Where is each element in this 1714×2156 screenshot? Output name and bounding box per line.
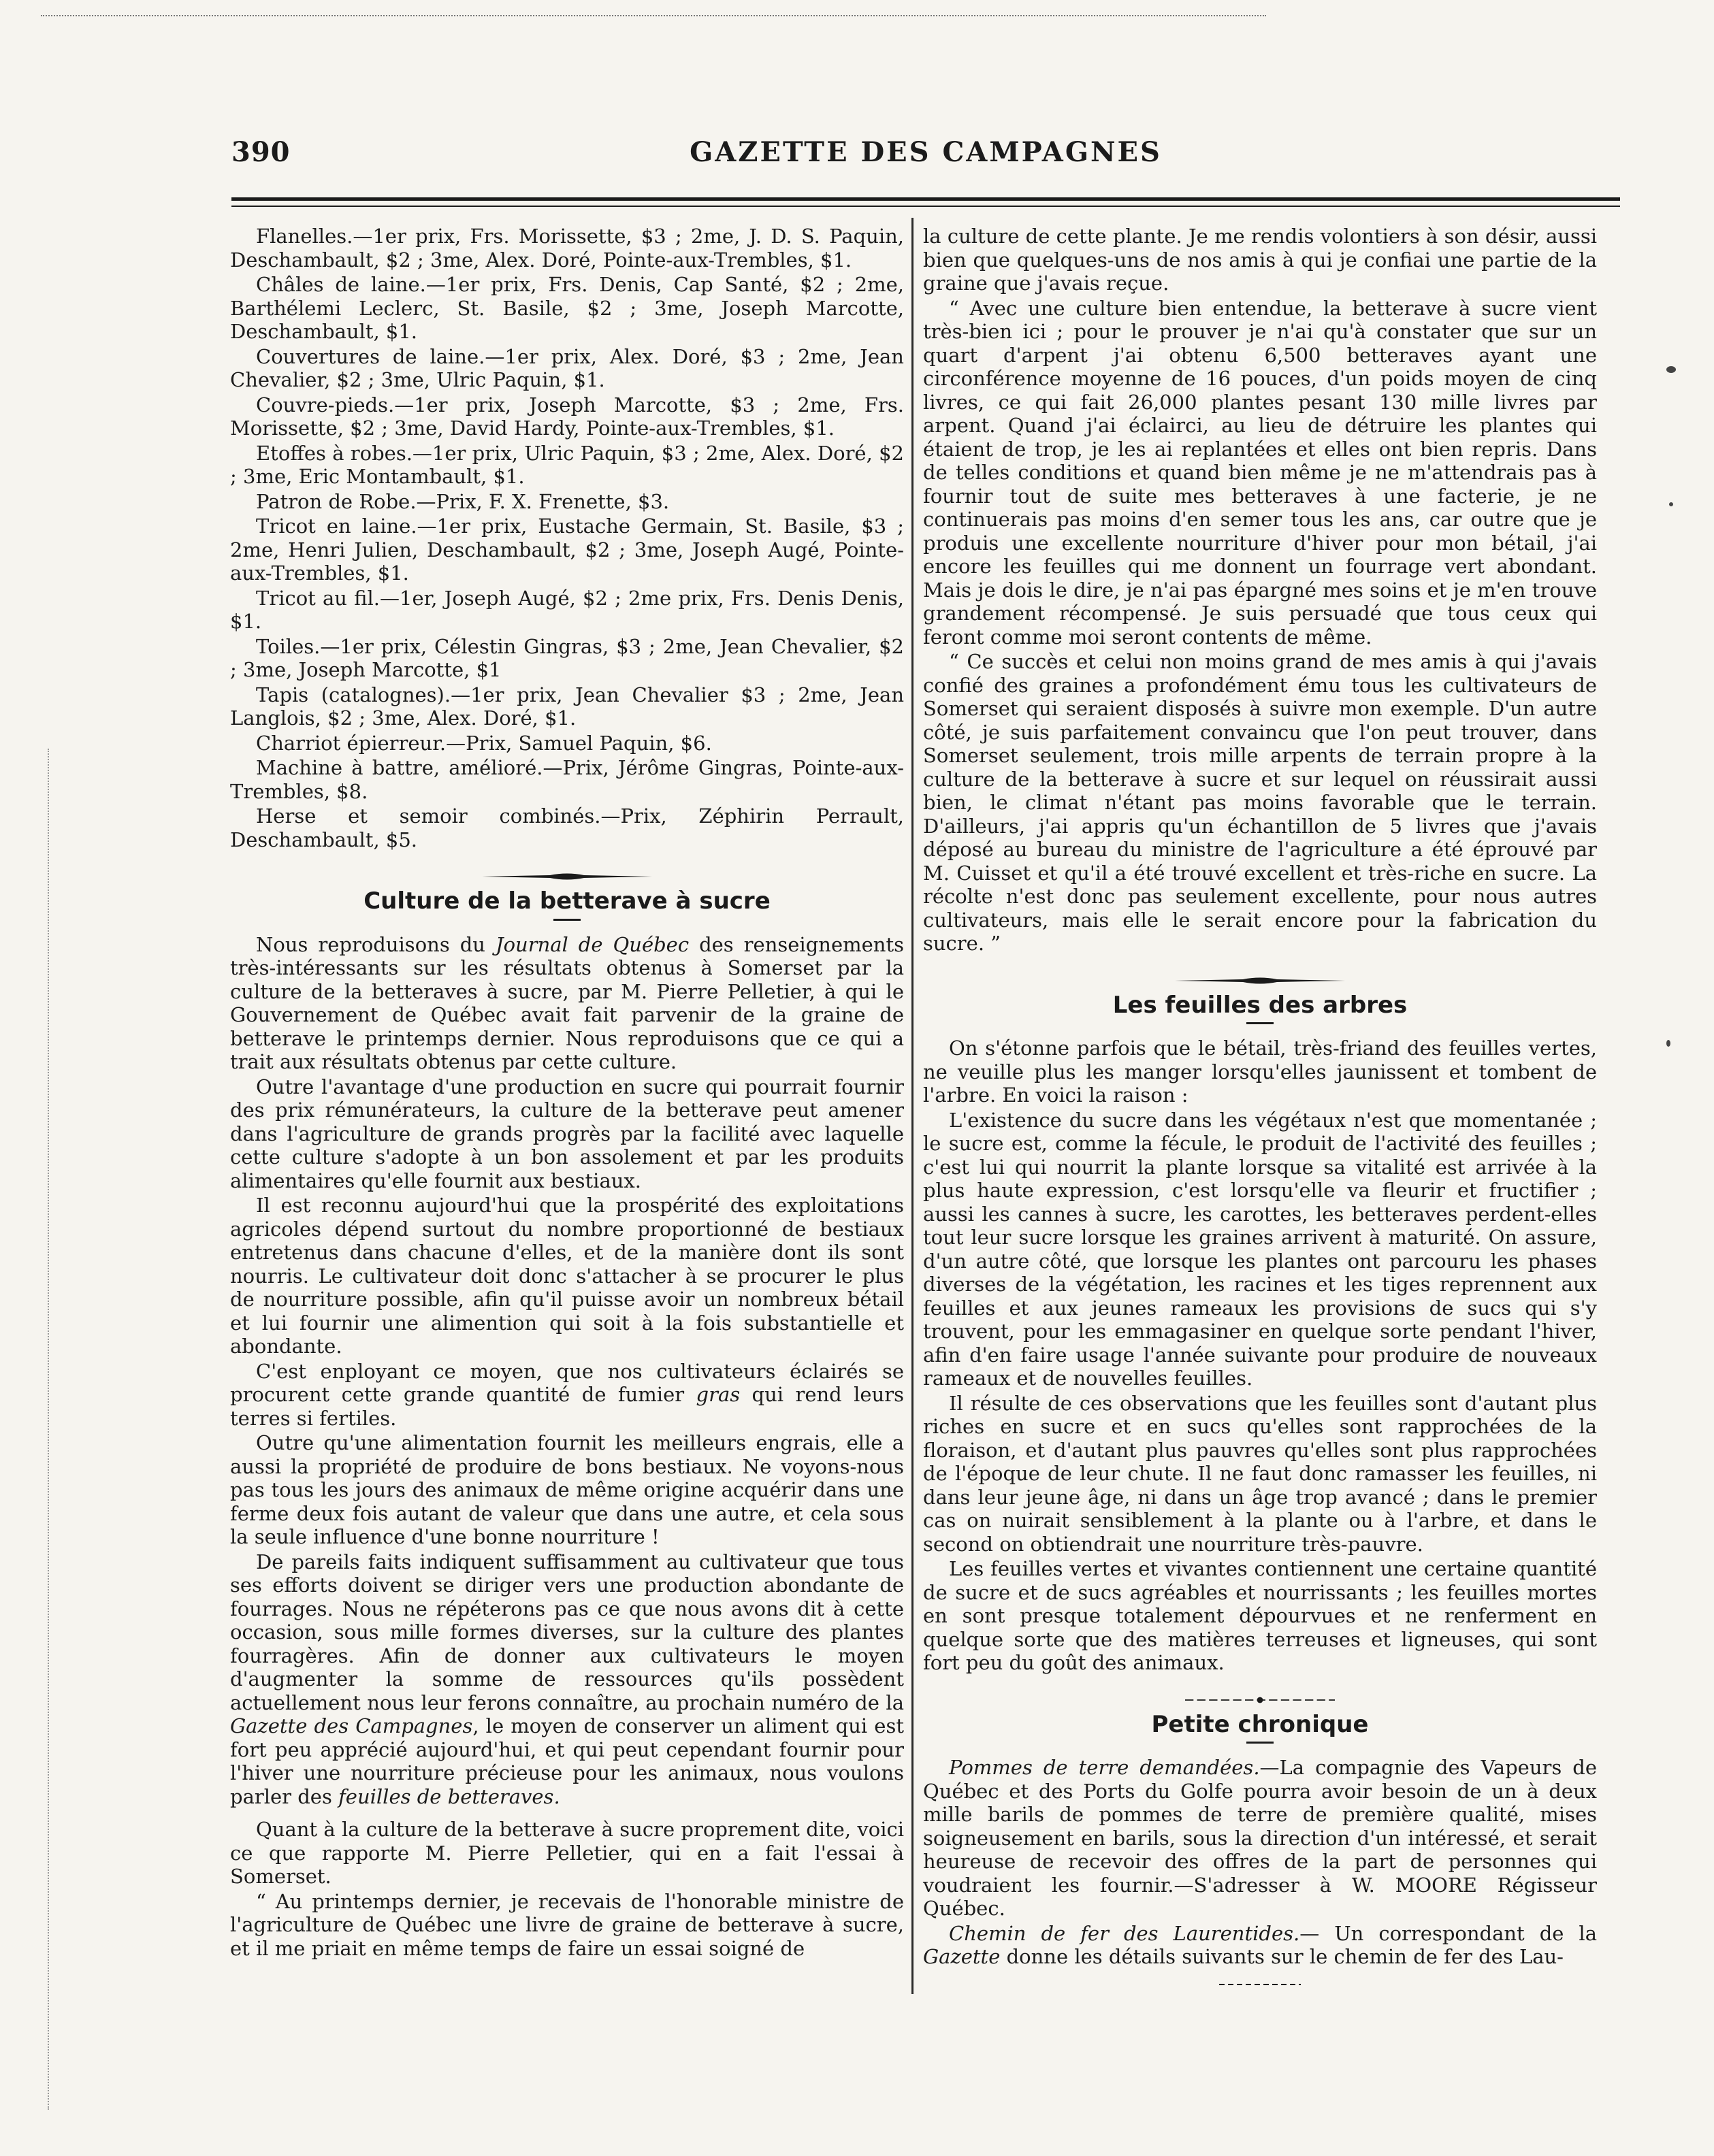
prize-entry: Herse et semoir combinés.—Prix, Zéphirin Perrault, Deschambault, $5.: [230, 804, 904, 851]
article-paragraph: “ Ce succès et celui non moins grand de mes amis à qui j'avais confié des graines a profondément ému tous les cultivateurs de Somerset qui seraient disposés à suivre mon exemple. D'un autre côté, je suis parfaitement convaincu que l'on peut trouver, dans Somerset seulement, trois mille arpents de terrain propre à la culture de la betterave à sucre et sur lequel on réussirait aussi bien, le climat n'étant pas moins favorable que le terrain. D'ailleurs, j'ai appris qu'un échantillon de 5 livres que j'avais déposé au bureau du ministre de l'agriculture a été éprouvé par M. Cuisset et qu'il a été trouvé excellent et très-riche en sucre. La récolte n'est donc pas seulement excellente, pour nous autres cultivateurs, mais elle le serait encore pour la fabrication du sucre. ”: [923, 650, 1597, 955]
prize-entry: Toiles.—1er prix, Célestin Gingras, $3 ; 2me, Jean Chevalier, $2 ; 3me, Joseph Marcotte, $1: [230, 634, 904, 681]
chronicle-item: Pommes de terre demandées.—La compagnie des Vapeurs de Québec et des Ports du Golfe pourra avoir besoin de un à deux mille barils de pommes de terre de première qualité, mises soigneusement en barils, sous la direction d'un intéressé, et serait heureuse de recevoir des offres de la part de personnes qui voudraient les fournir.—S'adresser à W. MOORE Régisseur Québec.: [923, 1756, 1597, 1920]
title-dash: [553, 919, 581, 921]
article-paragraph: Il résulte de ces observations que les feuilles sont d'autant plus riches en sucre et en sucs qu'elles sont rapprochées de la floraison, et d'autant plus pauvres qu'elles sont plus rapprochées de l'époque de leur chute. Il ne faut donc ramasser les feuilles, ni dans leur jeune âge, ni dans un âge trop avancé ; dans le premier cas on nuirait sensiblement à la plante ou à l'arbre, et dans le second on obtiendrait une nourriture très-pauvre.: [923, 1391, 1597, 1556]
prize-entry: Flanelles.—1er prix, Frs. Morissette, $3 ; 2me, J. D. S. Paquin, Deschambault, $2 ; 3me, Alex. Doré, Pointe-aux-Trembles, $1.: [230, 225, 904, 272]
prize-entry: Tricot au fil.—1er, Joseph Augé, $2 ; 2me prix, Frs. Denis Denis, $1.: [230, 586, 904, 633]
prize-entry: Patron de Robe.—Prix, F. X. Frenette, $3.: [256, 489, 670, 513]
scan-edge-dots: [41, 15, 1266, 18]
prize-entry: Châles de laine.—1er prix, Frs. Denis, Cap Santé, $2 ; 2me, Barthélemi Leclerc, St. Basile, $2 ; 3me, Joseph Marcotte, Deschambault, $1.: [230, 273, 904, 343]
header-rule-thick: [231, 197, 1620, 201]
article-paragraph: Outre l'avantage d'une production en sucre qui pourrait fournir des prix rémunérateurs, la culture de la betterave peut amener dans l'agriculture de grands progrès par la facilité avec laquelle cette culture s'adopte à un bon assolement et par les produits alimentaires qu'elle fournit aux bestiaux.: [230, 1075, 904, 1192]
prize-list: [230, 225, 904, 851]
article-paragraph: “ Au printemps dernier, je recevais de l'honorable ministre de l'agriculture de Québec une livre de graine de betterave à sucre, et il me priait en même temps de faire un essai soigné de: [230, 1889, 904, 1960]
article-paragraph: On s'étonne parfois que le bétail, très-friand des feuilles vertes, ne veuille plus les manger lorsqu'elles jaunissent et tombent de l'arbre. En voici la raison :: [923, 1036, 1597, 1107]
prize-entry: Tricot en laine.—1er prix, Eustache Germain, St. Basile, $3 ; 2me, Henri Julien, Deschambault, $2 ; 3me, Joseph Augé, Pointe-aux-Trembles, $1.: [230, 514, 904, 585]
chronicle-item: Chemin de fer des Laurentides.— Un correspondant de la Gazette donne les détails suivants sur le chemin de fer des Lau-: [923, 1921, 1597, 1968]
right-column: [923, 225, 1597, 1997]
prize-entry: Charriot épierreur.—Prix, Samuel Paquin, $6.: [256, 731, 712, 755]
scan-speck: [1666, 1040, 1670, 1047]
prize-entry: Couvre-pieds.—1er prix, Joseph Marcotte, $3 ; 2me, Frs. Morissette, $2 ; 3me, David Hardy, Pointe-aux-Trembles, $1.: [230, 393, 904, 440]
left-column: [230, 225, 904, 1960]
section-separator: [1185, 1695, 1335, 1705]
article-paragraph: De pareils faits indiquent suffisamment au cultivateur que tous ses efforts doivent se diriger vers une production abondante de fourrages. Nous ne répéterons pas ce que nous avons dit à cette occasion, sous mille formes diverses, sur la culture des plantes fourragères. Afin de donner aux cultivateurs le moyen d'augmenter la somme de ressources qu'ils possèdent actuellement nous leur ferons connaître, au prochain numéro de la Gazette des Campagnes, le moyen de conserver un aliment qui est fort peu apprécié aujourd'hui, et qui peut cependant fournir pour l'hiver une nourriture précieuse pour les animaux, nous voulons parler des feuilles de betteraves.: [230, 1550, 904, 1808]
prize-entry: Etoffes à robes.—1er prix, Ulric Paquin, $3 ; 2me, Alex. Doré, $2 ; 3me, Eric Montambault, $1.: [230, 441, 904, 488]
prize-entry: Machine à battre, amélioré.—Prix, Jérôme Gingras, Pointe-aux-Trembles, $8.: [230, 756, 904, 803]
title-dash: [1246, 1022, 1274, 1024]
article-paragraph: Les feuilles vertes et vivantes contiennent une certaine quantité de sucre et de sucs agréables et nourrissants ; les feuilles mortes en sont presque totalement dépourvues et ne renferment en quelque sorte que des matières terreuses et ligneuses, qui sont fort peu du goût des animaux.: [923, 1557, 1597, 1674]
page-number: 390: [231, 136, 291, 168]
article-paragraph: Nous reproduisons du Journal de Québec des renseignements très-intéressants sur les résultats obtenus à Somerset par la culture de la betteraves à sucre, par M. Pierre Pelletier, à qui le Gouvernement de Québec avait fait parvenir de la graine de betterave le printemps dernier. Nous reproduisons que ce qui a trait aux résultats obtenus par cette culture.: [230, 932, 904, 1073]
scan-left-edge: [48, 749, 50, 2110]
prize-entry: Couvertures de laine.—1er prix, Alex. Doré, $3 ; 2me, Jean Chevalier, $2 ; 3me, Ulric Paquin, $1.: [230, 344, 904, 391]
column-divider: [911, 218, 913, 1994]
title-dash: [1246, 1742, 1274, 1744]
article-paragraph: C'est enployant ce moyen, que nos cultivateurs éclairés se procurent cette grande quantité de fumier gras qui rend leurs terres si fertiles.: [230, 1359, 904, 1430]
article-paragraph: Quant à la culture de la betterave à sucre proprement dite, voici ce que rapporte M. Pierre Pelletier, qui en a fait l'essai à Somerset.: [230, 1818, 904, 1888]
section-separator: [1175, 976, 1345, 985]
header-rule-thin: [231, 206, 1620, 207]
journal-title: GAZETTE DES CAMPAGNES: [690, 136, 1162, 168]
section-title-feuilles: Les feuilles des arbres: [1112, 991, 1408, 1019]
page-header: [231, 136, 1620, 177]
section-title-betterave: Culture de la betterave à sucre: [363, 887, 771, 915]
scan-speck: [1666, 366, 1676, 373]
article-paragraph: L'existence du sucre dans les végétaux n'est que momentanée ; le sucre est, comme la fécule, le produit de l'activité des feuilles ; c'est lui qui nourrit la plante lorsque sa vitalité est arrivée à la plus haute expression, c'est lorsqu'elle va fleurir et fructifier ; aussi les cannes à sucre, les carottes, les betteraves perdent-elles tout leur sucre lorsque les graines arrivent à maturité. On assure, d'un autre côté, que lorsque les plantes ont parcouru les phases diverses de la végétation, les racines et les tiges reprennent aux feuilles et aux jeunes rameaux les provisions de sucs qui s'y trouvent, pour les emmagasiner en quelque sorte pendant l'hiver, afin d'en faire usage l'année suivante pour produire de nouveaux rameaux et de nouvelles feuilles.: [923, 1108, 1597, 1390]
article-paragraph: Outre qu'une alimentation fournit les meilleurs engrais, elle a aussi la propriété de produire de bons bestiaux. Ne voyons-nous pas tous les jours des animaux de même origine acquérir dans une ferme deux fois autant de valeur que dans une autre, et cela sous la seule influence d'une bonne nourriture !: [230, 1431, 904, 1548]
scan-speck: [1669, 502, 1673, 506]
article-paragraph: la culture de cette plante. Je me rendis volontiers à son désir, aussi bien que quelques-uns de nos amis à qui je confiai une partie de la graine que j'avais reçue.: [923, 225, 1597, 295]
section-separator: [482, 872, 652, 881]
section-title-chronique: Petite chronique: [1151, 1710, 1369, 1738]
article-paragraph: Il est reconnu aujourd'hui que la prospérité des exploitations agricoles dépend surtout du nombre proportionné de bestiaux entretenus dans chacune d'elles, et de la manière dont ils sont nourris. Le cultivateur doit donc s'attacher à se procurer le plus de nourriture possible, afin qu'il puisse avoir un nombreux bétail et lui fournir une alimention qui soit à la fois substantielle et abondante.: [230, 1194, 904, 1358]
prize-entry: Tapis (catalognes).—1er prix, Jean Chevalier $3 ; 2me, Jean Langlois, $2 ; 3me, Alex. Doré, $1.: [230, 683, 904, 730]
article-paragraph: “ Avec une culture bien entendue, la betterave à sucre vient très-bien ici ; pour le prouver je n'ai qu'à constater que sur un quart d'arpent j'ai obtenu 6,500 betteraves ayant une circonférence moyenne de 16 pouces, d'un poids moyen de cinq livres, ce qui fait 26,000 plantes pesant 130 mille livres par arpent. Quand j'ai éclairci, au lieu de détruire les plantes qui étaient de trop, je les ai replantées et elles ont bien repris. Dans de telles conditions et quand bien même je ne m'attendrais pas à fournir tout de suite mes betteraves à une facterie, je ne continuerais pas moins d'en semer tous les ans, car outre que je produis une excellente nourriture d'hiver pour mon bétail, j'ai encore les feuilles qui me donnent un fourrage vert abondant. Mais je dois le dire, je n'ai pas épargné mes soins et je m'en trouve grandement récompensé. Je suis persuadé que tous ceux qui feront comme moi seront contents de même.: [923, 296, 1597, 649]
page-end-mark: [1219, 1980, 1301, 1989]
